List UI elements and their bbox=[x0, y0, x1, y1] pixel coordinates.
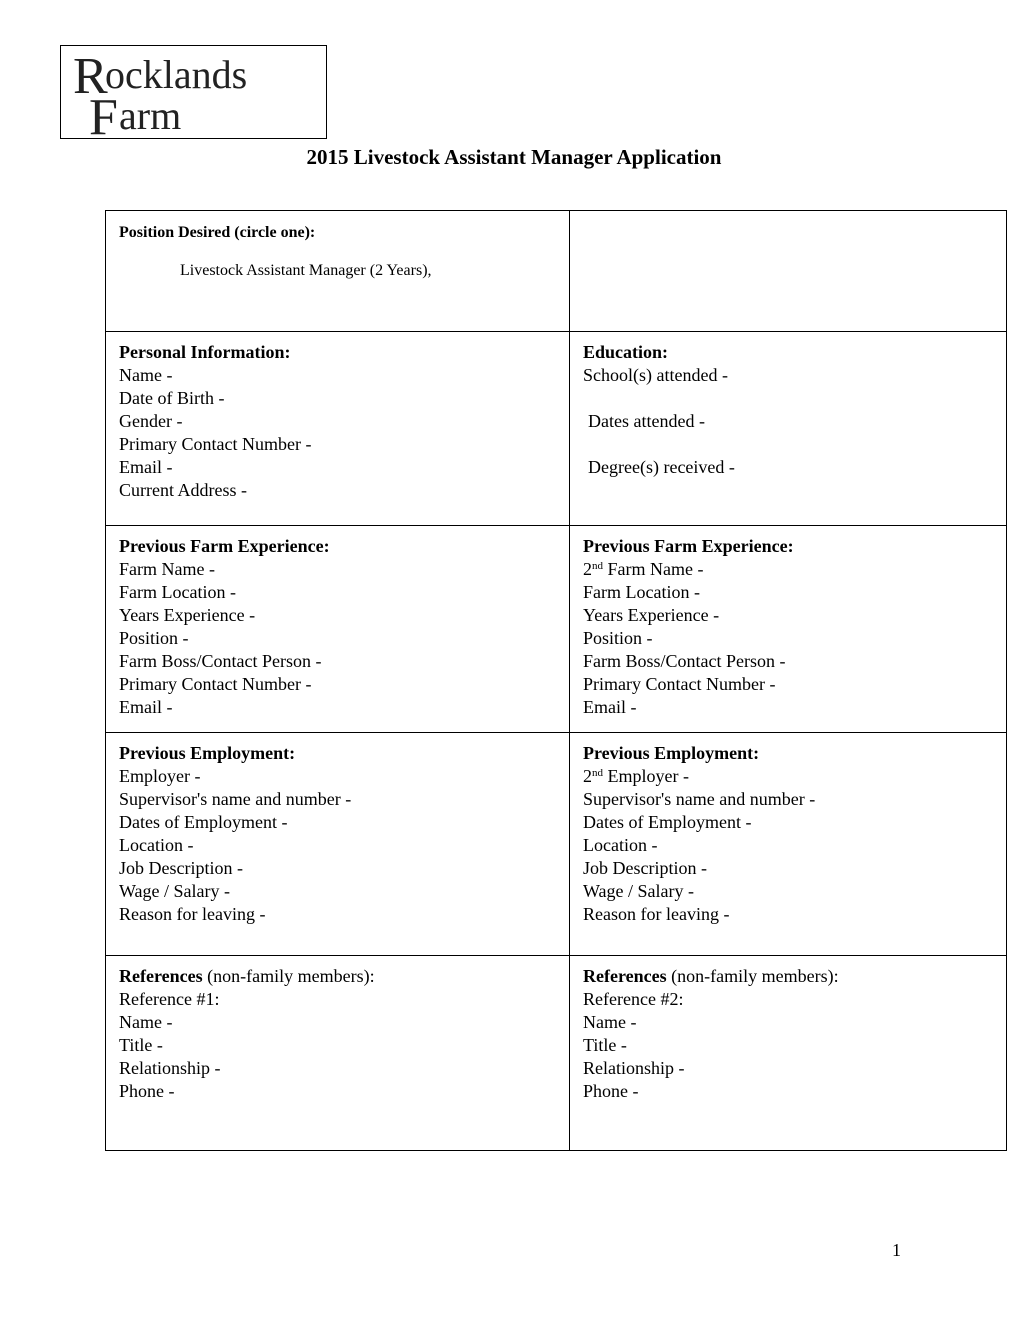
farm-experience-1-heading: Previous Farm Experience: bbox=[119, 536, 330, 556]
position-empty-cell bbox=[570, 211, 1007, 332]
farm1-field-boss[interactable]: Farm Boss/Contact Person - bbox=[119, 651, 322, 671]
position-heading: Position Desired (circle one): bbox=[119, 224, 316, 241]
reference1-field-phone[interactable]: Phone - bbox=[119, 1081, 175, 1101]
reference1-field-title[interactable]: Title - bbox=[119, 1035, 163, 1055]
page-title: 2015 Livestock Assistant Manager Application bbox=[306, 145, 722, 169]
employment2-field-reason[interactable]: Reason for leaving - bbox=[583, 904, 730, 924]
reference1-field-relationship[interactable]: Relationship - bbox=[119, 1058, 221, 1078]
employment1-field-employer[interactable]: Employer - bbox=[119, 766, 201, 786]
employment2-field-employer[interactable] bbox=[583, 765, 993, 788]
employment-1-heading: Previous Employment: bbox=[119, 743, 296, 763]
references-1-cell bbox=[106, 956, 570, 1151]
logo-word-arm: arm bbox=[119, 93, 182, 138]
farm2-name-rest: Farm Name - bbox=[603, 559, 704, 579]
farm2-field-position[interactable]: Position - bbox=[583, 628, 653, 648]
reference2-field-relationship[interactable]: Relationship - bbox=[583, 1058, 685, 1078]
position-option[interactable]: Livestock Assistant Manager (2 Years), bbox=[180, 262, 432, 279]
logo-letter-r: R bbox=[73, 48, 108, 105]
education-cell bbox=[570, 332, 1007, 526]
employment1-field-location[interactable]: Location - bbox=[119, 835, 194, 855]
farm2-field-email[interactable]: Email - bbox=[583, 697, 637, 717]
page-number: 1 bbox=[892, 1240, 901, 1260]
personal-field-gender[interactable]: Gender - bbox=[119, 411, 183, 431]
reference2-field-name[interactable]: Name - bbox=[583, 1012, 637, 1032]
rocklands-farm-logo bbox=[60, 45, 327, 139]
references-2-heading bbox=[583, 965, 993, 988]
references-1-heading bbox=[119, 965, 556, 988]
logo-wordmark bbox=[61, 46, 326, 138]
reference2-field-phone[interactable]: Phone - bbox=[583, 1081, 639, 1101]
education-field-schools[interactable]: School(s) attended - bbox=[583, 365, 728, 385]
employment2-field-supervisor[interactable]: Supervisor's name and number - bbox=[583, 789, 816, 809]
farm1-field-position[interactable]: Position - bbox=[119, 628, 189, 648]
reference1-label: Reference #1: bbox=[119, 989, 220, 1009]
references-1-heading-bold: References bbox=[119, 966, 203, 986]
education-field-degrees[interactable]: Degree(s) received - bbox=[588, 457, 735, 477]
logo-word-ocklands: ocklands bbox=[105, 52, 248, 97]
education-field-dates[interactable]: Dates attended - bbox=[588, 411, 705, 431]
reference2-label: Reference #2: bbox=[583, 989, 684, 1009]
personal-field-dob[interactable]: Date of Birth - bbox=[119, 388, 225, 408]
farm1-field-contact-number[interactable]: Primary Contact Number - bbox=[119, 674, 312, 694]
reference2-field-title[interactable]: Title - bbox=[583, 1035, 627, 1055]
personal-field-address[interactable]: Current Address - bbox=[119, 480, 247, 500]
employment1-field-reason[interactable]: Reason for leaving - bbox=[119, 904, 266, 924]
farm1-field-years[interactable]: Years Experience - bbox=[119, 605, 256, 625]
employment2-field-dates[interactable]: Dates of Employment - bbox=[583, 812, 752, 832]
farm2-name-prefix: 2 bbox=[583, 559, 592, 579]
personal-field-contact-number[interactable]: Primary Contact Number - bbox=[119, 434, 312, 454]
farm-experience-2-cell bbox=[570, 526, 1007, 733]
farm2-field-name[interactable] bbox=[583, 558, 993, 581]
reference1-field-name[interactable]: Name - bbox=[119, 1012, 173, 1032]
personal-field-email[interactable]: Email - bbox=[119, 457, 173, 477]
position-row bbox=[106, 211, 1007, 332]
application-form-table bbox=[105, 210, 1007, 1151]
employment-1-cell bbox=[106, 733, 570, 956]
farm-experience-2-heading: Previous Farm Experience: bbox=[583, 536, 794, 556]
references-2-heading-rest: (non-family members): bbox=[666, 966, 839, 986]
education-heading: Education: bbox=[583, 342, 669, 362]
employment1-field-dates[interactable]: Dates of Employment - bbox=[119, 812, 288, 832]
farm1-field-name[interactable]: Farm Name - bbox=[119, 559, 215, 579]
employment2-field-location[interactable]: Location - bbox=[583, 835, 658, 855]
farm-experience-row bbox=[106, 526, 1007, 733]
personal-info-cell bbox=[106, 332, 570, 526]
farm2-name-sup: nd bbox=[592, 560, 603, 572]
farm1-field-email[interactable]: Email - bbox=[119, 697, 173, 717]
position-cell bbox=[106, 211, 570, 332]
employment1-field-wage[interactable]: Wage / Salary - bbox=[119, 881, 231, 901]
farm-experience-1-cell bbox=[106, 526, 570, 733]
farm2-field-boss[interactable]: Farm Boss/Contact Person - bbox=[583, 651, 786, 671]
employment2-field-wage[interactable]: Wage / Salary - bbox=[583, 881, 695, 901]
logo-letter-f: F bbox=[89, 89, 118, 138]
personal-info-heading: Personal Information: bbox=[119, 342, 291, 362]
farm2-field-location[interactable]: Farm Location - bbox=[583, 582, 700, 602]
employment2-employer-rest: Employer - bbox=[603, 766, 689, 786]
personal-field-name[interactable]: Name - bbox=[119, 365, 173, 385]
employment1-field-supervisor[interactable]: Supervisor's name and number - bbox=[119, 789, 352, 809]
employment2-employer-sup: nd bbox=[592, 767, 603, 779]
employment2-employer-prefix: 2 bbox=[583, 766, 592, 786]
personal-education-row bbox=[106, 332, 1007, 526]
farm1-field-location[interactable]: Farm Location - bbox=[119, 582, 236, 602]
employment-row bbox=[106, 733, 1007, 956]
references-2-cell bbox=[570, 956, 1007, 1151]
references-1-heading-rest: (non-family members): bbox=[202, 966, 375, 986]
employment-2-heading: Previous Employment: bbox=[583, 743, 760, 763]
references-2-heading-bold: References bbox=[583, 966, 667, 986]
employment1-field-description[interactable]: Job Description - bbox=[119, 858, 243, 878]
farm2-field-years[interactable]: Years Experience - bbox=[583, 605, 720, 625]
farm2-field-contact-number[interactable]: Primary Contact Number - bbox=[583, 674, 776, 694]
employment-2-cell bbox=[570, 733, 1007, 956]
references-row bbox=[106, 956, 1007, 1151]
employment2-field-description[interactable]: Job Description - bbox=[583, 858, 707, 878]
